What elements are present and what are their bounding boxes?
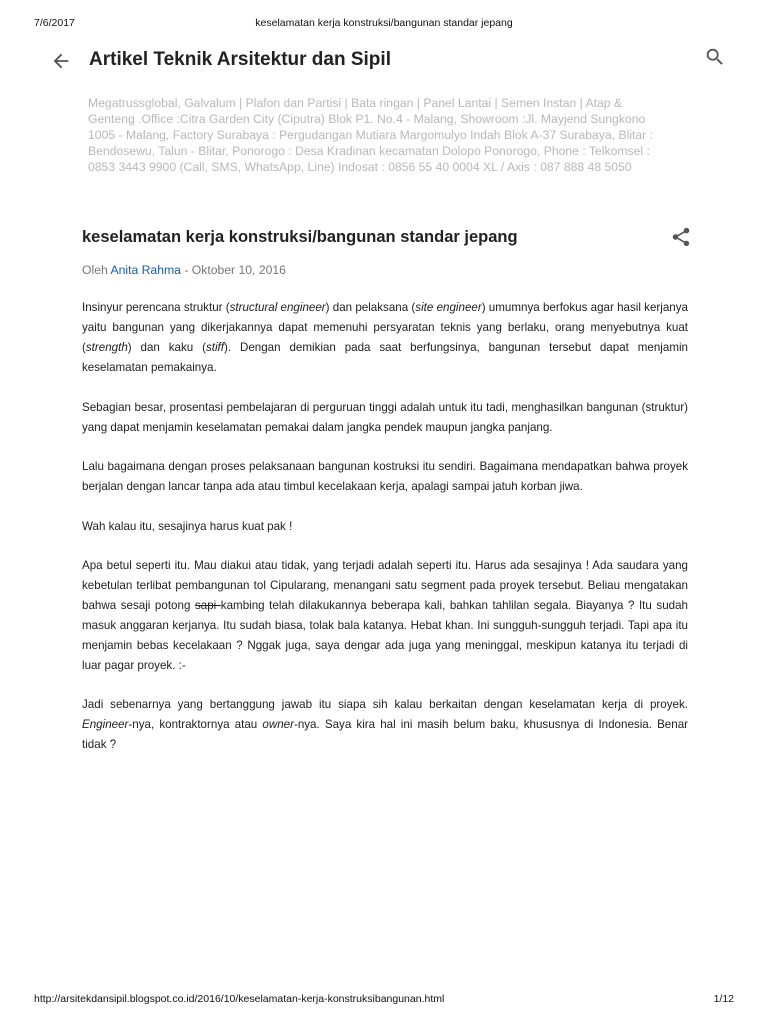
arrow-left-icon[interactable] xyxy=(50,50,72,72)
blog-description: Megatrussglobal, Galvalum | Plafon dan Partisi | Bata ringan | Panel Lantai | Semen Instan | Atap & Genteng .Office :Citra Garden City (Ciputra) Blok P1. No.4 - Malang, Showroom :Jl. Mayjend Sungkono 1005 - Malang, Factory Surabaya : Pergudangan Mutiara Margomulyo Indah Blok A-37 Surabaya, Blitar : Bendosewu, Talun - Blitar, Ponorogo : Desa Kradinan kecamatan Dolopo Ponorogo, Phone : Telkomsel : 0853 3443 9900 (Call, SMS, WhatsApp, Line) Indosat : 0856 55 40 0004 XL / Axis : 087 888 48 5050 xyxy=(88,96,653,174)
paragraph-5 xyxy=(82,556,688,676)
text-run-strikethrough: sapi xyxy=(194,599,221,612)
byline xyxy=(82,263,286,277)
paragraph-6 xyxy=(82,695,688,755)
post-title: keselamatan kerja konstruksi/bangunan standar jepang xyxy=(82,228,518,246)
paragraph-2: Sebagian besar, prosentasi pembelajaran di perguruan tinggi adalah untuk itu tadi, menghasilkan bangunan (struktur) yang dapat menjamin keselamatan pemakai dalam jangka pendek maupun jangka panjang. xyxy=(82,401,688,434)
text-run: -nya. Saya kira hal ini masih belum baku, khususnya di Indonesia. Benar tidak ? xyxy=(82,718,689,751)
text-run-italic: stiff xyxy=(205,341,224,354)
text-run: -nya, kontraktornya atau xyxy=(128,718,263,731)
byline-prefix: Oleh xyxy=(82,263,108,277)
page-number: 1/12 xyxy=(713,993,734,1005)
text-run: kambing telah dilakukannya beberapa kali, bahkan tahlilan segala. Biayanya ? Itu sudah masuk anggaran kerjanya. Itu sudah biasa, tolak bala katanya. Hebat khan. Ini sungguh-sungguh terjadi. Tapi apa itu menjamin bebas kecelakaan ? Nggak juga, saya dengar ada juga yang meninggal, meskipun katanya itu terjadi di luar pagar proyek. :- xyxy=(82,599,688,672)
text-run: Apa betul seperti itu. Mau diakui atau tidak, yang terjadi adalah seperti itu. Harus ada sesajinya ! Ada saudara yang kebetulan terlibat pembangunan tol Cipularang, menangani satu segment pada proyek tersebut. Beliau mengatakan bahwa sesaji potong xyxy=(82,559,688,612)
post-date: Oktober 10, 2016 xyxy=(191,263,286,277)
print-url: http://arsitekdansipil.blogspot.co.id/2016/10/keselamatan-kerja-konstruksibangunan.html xyxy=(34,993,445,1005)
paragraph-1 xyxy=(82,298,688,378)
print-title: keselamatan kerja konstruksi/bangunan standar jepang xyxy=(255,17,513,29)
share-icon[interactable] xyxy=(670,226,692,248)
text-run-italic: site engineer xyxy=(415,301,482,314)
post-header xyxy=(82,226,692,254)
print-header xyxy=(34,17,734,31)
text-run-italic: structural engineer xyxy=(229,301,326,314)
print-footer xyxy=(34,993,734,1007)
author-link[interactable]: Anita Rahma xyxy=(110,263,181,277)
app-bar xyxy=(44,44,728,78)
paragraph-3: Lalu bagaimana dengan proses pelaksanaan bangunan kostruksi itu sendiri. Bagaimana mendapatkan bahwa proyek berjalan dengan lancar tanpa ada atau timbul kecelakaan kerja, apalagi sampai jatuh korban jiwa. xyxy=(82,460,688,493)
text-run-italic: owner xyxy=(262,718,294,731)
blog-title[interactable]: Artikel Teknik Arsitektur dan Sipil xyxy=(89,49,391,70)
text-run-italic: strength xyxy=(85,341,128,354)
text-run: ) umumnya berfokus agar hasil kerjanya yaitu bangunan yang dikerjakannya dapat memenuhi persyaratan teknis yang berlaku, orang menyebutnya kuat ( xyxy=(82,301,688,354)
text-run: Insinyur perencana struktur ( xyxy=(82,301,230,314)
search-icon[interactable] xyxy=(704,46,726,68)
text-run-italic: Engineer xyxy=(82,718,129,731)
byline-separator: - xyxy=(184,263,189,277)
print-date: 7/6/2017 xyxy=(34,17,75,29)
text-run: ). Dengan demikian pada saat berfungsinya, bangunan tersebut dapat menjamin keselamatan pemakainya. xyxy=(82,341,688,374)
paragraph-4: Wah kalau itu, sesajinya harus kuat pak ! xyxy=(82,520,293,533)
text-run: ) dan kaku ( xyxy=(127,341,206,354)
text-run: Jadi sebenarnya yang bertanggung jawab itu siapa sih kalau berkaitan dengan keselamatan kerja di proyek. xyxy=(82,698,688,711)
post-body xyxy=(82,298,688,774)
text-run: ) dan pelaksana ( xyxy=(325,301,416,314)
